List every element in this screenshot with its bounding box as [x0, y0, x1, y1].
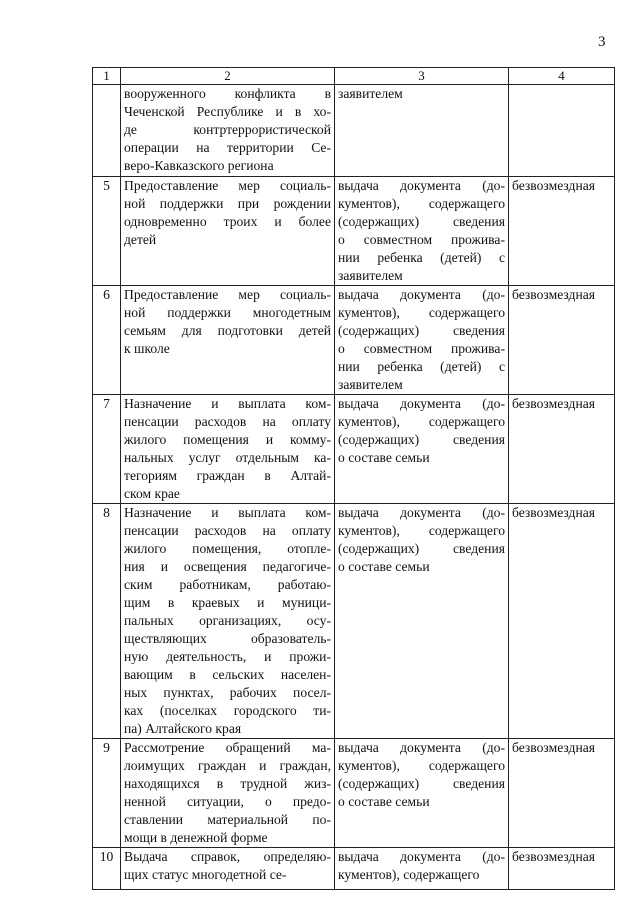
text-line: ществляющих образователь-	[124, 631, 331, 646]
text-line: кументов), содержащего	[338, 867, 480, 882]
text-line: выдача документа (до-	[338, 740, 505, 755]
text-line: о составе семьи	[338, 450, 430, 465]
service-result	[335, 395, 509, 504]
text-line: тегориям граждан в Алтай-	[124, 468, 331, 483]
payment-type: безвозмездная	[509, 177, 615, 286]
text-line: выдача документа (до-	[338, 178, 505, 193]
text-line: выдача документа (до-	[338, 849, 505, 864]
text-line: лоимущих граждан и граждан,	[124, 758, 331, 773]
payment-type	[509, 85, 615, 177]
service-result	[335, 504, 509, 739]
text-line: операции на территории Се-	[124, 140, 331, 155]
row-number: 5	[93, 177, 121, 286]
text-line: выдача документа (до-	[338, 396, 505, 411]
payment-type: безвозмездная	[509, 395, 615, 504]
text-line: о составе семьи	[338, 794, 430, 809]
service-description	[121, 286, 335, 395]
service-description	[121, 739, 335, 848]
table-row	[93, 177, 615, 286]
text-line: о составе семьи	[338, 559, 430, 574]
text-line: находящихся в трудной жиз-	[124, 776, 331, 791]
page-number: 3	[598, 34, 606, 50]
service-result	[335, 739, 509, 848]
table-row	[93, 395, 615, 504]
text-line: ках (поселках городского ти-	[124, 703, 331, 718]
service-description	[121, 848, 335, 890]
column-header: 1	[93, 68, 121, 85]
service-result	[335, 848, 509, 890]
service-result	[335, 177, 509, 286]
payment-type: безвозмездная	[509, 739, 615, 848]
text-line: ную деятельность, и прожи-	[124, 649, 331, 664]
text-line: выдача документа (до-	[338, 287, 505, 302]
text-line: о совместном прожива-	[338, 232, 505, 247]
text-line: (содержащих) сведения	[338, 541, 505, 556]
text-line: веро-Кавказского региона	[124, 158, 274, 173]
text-line: Назначение и выплата ком-	[124, 396, 331, 411]
text-line: жилого помещения и комму-	[124, 432, 331, 447]
text-line: пенсации расходов на оплату	[124, 523, 331, 538]
text-line: (содержащих) сведения	[338, 323, 505, 338]
table-row	[93, 739, 615, 848]
service-description	[121, 177, 335, 286]
payment-type: безвозмездная	[509, 286, 615, 395]
text-line: вооруженного конфликта в	[124, 86, 331, 101]
text-line: нии ребенка (детей) с	[338, 359, 505, 374]
text-line: кументов), содержащего	[338, 523, 505, 538]
service-result	[335, 286, 509, 395]
text-line: (содержащих) сведения	[338, 776, 505, 791]
text-line: выдача документа (до-	[338, 505, 505, 520]
text-line: пальных организациях, осу-	[124, 613, 331, 628]
column-header: 2	[121, 68, 335, 85]
text-line: заявителем	[338, 86, 403, 101]
row-number: 9	[93, 739, 121, 848]
text-line: заявителем	[338, 377, 403, 392]
text-line: нальных услуг отдельным ка-	[124, 450, 331, 465]
text-line: о совместном прожива-	[338, 341, 505, 356]
text-line: семьям для подготовки детей	[124, 323, 331, 338]
table-row	[93, 848, 615, 890]
text-line: детей	[124, 232, 157, 247]
services-table	[92, 67, 615, 890]
table-row	[93, 504, 615, 739]
text-line: ния и освещения педагогиче-	[124, 559, 331, 574]
text-line: щим в краевых и муници-	[124, 595, 331, 610]
text-line: кументов), содержащего	[338, 414, 505, 429]
text-line: пенсации расходов на оплату	[124, 414, 331, 429]
row-number: 7	[93, 395, 121, 504]
text-line: заявителем	[338, 268, 403, 283]
service-description	[121, 504, 335, 739]
column-header: 4	[509, 68, 615, 85]
text-line: ненной ситуации, о предо-	[124, 794, 331, 809]
text-line: ной поддержки при рождении	[124, 196, 331, 211]
table-header-row	[93, 68, 615, 85]
text-line: де контртеррористической	[124, 122, 331, 137]
table-row	[93, 85, 615, 177]
payment-type: безвозмездная	[509, 504, 615, 739]
service-result	[335, 85, 509, 177]
text-line: ском крае	[124, 486, 180, 501]
row-number	[93, 85, 121, 177]
text-line: ной поддержки многодетным	[124, 305, 331, 320]
text-line: вающим в сельских населен-	[124, 667, 331, 682]
text-line: па) Алтайского края	[124, 721, 242, 736]
text-line: мощи в денежной форме	[124, 830, 268, 845]
text-line: (содержащих) сведения	[338, 214, 505, 229]
text-line: (содержащих) сведения	[338, 432, 505, 447]
text-line: одновременно троих и более	[124, 214, 331, 229]
text-line: кументов), содержащего	[338, 196, 505, 211]
text-line: Предоставление мер социаль-	[124, 287, 331, 302]
text-line: ставлении материальной по-	[124, 812, 331, 827]
text-line: к школе	[124, 341, 170, 356]
text-line: Чеченской Республике и в хо-	[124, 104, 331, 119]
text-line: жилого помещения, отопле-	[124, 541, 331, 556]
text-line: кументов), содержащего	[338, 305, 505, 320]
text-line: Выдача справок, определяю-	[124, 849, 331, 864]
text-line: Рассмотрение обращений ма-	[124, 740, 331, 755]
payment-type: безвозмездная	[509, 848, 615, 890]
table-row	[93, 286, 615, 395]
text-line: кументов), содержащего	[338, 758, 505, 773]
text-line: нии ребенка (детей) с	[338, 250, 505, 265]
row-number: 8	[93, 504, 121, 739]
service-description	[121, 395, 335, 504]
text-line: Предоставление мер социаль-	[124, 178, 331, 193]
text-line: Назначение и выплата ком-	[124, 505, 331, 520]
text-line: ским работникам, работаю-	[124, 577, 331, 592]
text-line: ных пунктах, рабочих посел-	[124, 685, 331, 700]
text-line: щих статус многодетной се-	[124, 867, 287, 882]
column-header: 3	[335, 68, 509, 85]
row-number: 10	[93, 848, 121, 890]
row-number: 6	[93, 286, 121, 395]
service-description	[121, 85, 335, 177]
